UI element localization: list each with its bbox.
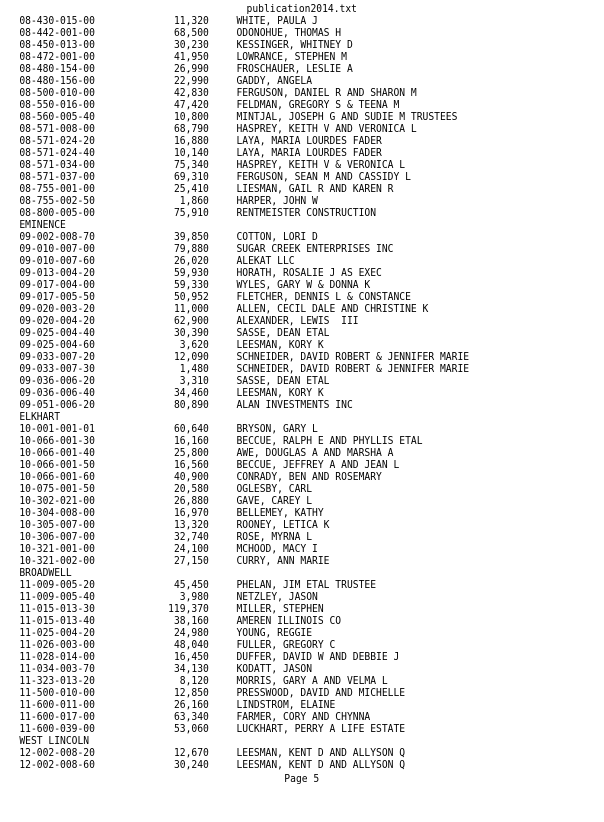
assessed-amount: 38,160	[173, 615, 209, 627]
parcel-number: 11-015-013-40	[19, 615, 95, 627]
parcel-number: 08-755-002-50	[19, 195, 95, 207]
parcel-number: 08-571-024-40	[19, 147, 95, 159]
assessed-amount: 60,640	[173, 423, 209, 435]
owner-name: GADDY, ANGELA	[236, 75, 313, 87]
assessed-amount: 16,880	[173, 135, 209, 147]
parcel-row	[19, 75, 313, 87]
owner-name: FERGUSON, SEAN M AND CASSIDY L	[236, 171, 411, 183]
assessed-amount: 32,740	[173, 531, 209, 543]
parcel-row	[19, 339, 324, 351]
assessed-amount: 10,800	[173, 111, 209, 123]
parcel-number: 11-015-013-30	[19, 603, 95, 615]
assessed-amount: 50,952	[173, 291, 209, 303]
page-number: Page 5	[284, 773, 320, 785]
parcel-number: 09-033-007-20	[19, 351, 95, 363]
owner-name: FLETCHER, DENNIS L & CONSTANCE	[236, 291, 411, 303]
assessed-amount: 30,240	[173, 759, 209, 771]
assessed-amount: 39,850	[173, 231, 209, 243]
parcel-row	[19, 543, 318, 555]
owner-name: FROSCHAUER, LESLIE A	[236, 63, 353, 75]
parcel-number: 10-075-001-50	[19, 483, 95, 495]
parcel-number: 11-323-013-20	[19, 675, 95, 687]
owner-name: ROONEY, LETICA K	[236, 519, 330, 531]
parcel-number: 11-500-010-00	[19, 687, 95, 699]
parcel-number: 08-560-005-40	[19, 111, 95, 123]
owner-name: DUFFER, DAVID W AND DEBBIE J	[236, 651, 400, 663]
parcel-row	[19, 207, 377, 219]
parcel-number: 08-480-154-00	[19, 63, 95, 75]
parcel-row	[19, 591, 318, 603]
parcel-number: 10-001-001-01	[19, 423, 95, 435]
parcel-number: 08-500-010-00	[19, 87, 95, 99]
parcel-row	[19, 687, 406, 699]
parcel-row	[19, 663, 313, 675]
assessed-amount: 22,990	[173, 75, 209, 87]
parcel-number: 08-442-001-00	[19, 27, 95, 39]
parcel-row	[19, 243, 394, 255]
parcel-row	[19, 435, 423, 447]
parcel-row	[19, 531, 313, 543]
section-heading: WEST LINCOLN	[19, 735, 90, 747]
parcel-row	[19, 15, 318, 27]
parcel-number: 08-800-005-00	[19, 207, 95, 219]
parcel-row	[19, 651, 400, 663]
assessed-amount: 1,860	[179, 195, 209, 207]
owner-name: HASPREY, KEITH V & VERONICA L	[236, 159, 406, 171]
owner-name: WHITE, PAULA J	[236, 15, 318, 27]
parcel-number: 12-002-008-60	[19, 759, 95, 771]
owner-name: LEESMAN, KENT D AND ALLYSON Q	[236, 747, 406, 759]
assessed-amount: 26,160	[173, 699, 209, 711]
parcel-number: 10-305-007-00	[19, 519, 95, 531]
parcel-number: 11-600-039-00	[19, 723, 95, 735]
parcel-number: 08-450-013-00	[19, 39, 95, 51]
owner-name: NETZLEY, JASON	[236, 591, 318, 603]
parcel-number: 09-017-005-50	[19, 291, 95, 303]
parcel-number: 11-026-003-00	[19, 639, 95, 651]
parcel-number: 11-028-014-00	[19, 651, 95, 663]
parcel-row	[19, 747, 406, 759]
owner-name: BECCUE, RALPH E AND PHYLLIS ETAL	[236, 435, 423, 447]
parcel-row	[19, 291, 411, 303]
assessed-amount: 34,130	[173, 663, 209, 675]
owner-name: SCHNEIDER, DAVID ROBERT & JENNIFER MARIE	[236, 351, 470, 363]
owner-name: BRYSON, GARY L	[236, 423, 318, 435]
parcel-number: 09-020-003-20	[19, 303, 95, 315]
parcel-number: 11-600-017-00	[19, 711, 95, 723]
owner-name: FARMER, CORY AND CHYNNA	[236, 711, 371, 723]
parcel-number: 11-009-005-20	[19, 579, 95, 591]
owner-name: COTTON, LORI D	[236, 231, 318, 243]
parcel-row	[19, 303, 429, 315]
assessed-amount: 20,580	[173, 483, 209, 495]
owner-name: LAYA, MARIA LOURDES FADER	[236, 147, 382, 159]
parcel-number: 08-480-156-00	[19, 75, 95, 87]
parcel-number: 09-013-004-20	[19, 267, 95, 279]
parcel-row	[19, 615, 342, 627]
assessed-amount: 63,340	[173, 711, 209, 723]
assessed-amount: 3,310	[179, 375, 209, 387]
parcel-row	[19, 675, 388, 687]
owner-name: SASSE, DEAN ETAL	[236, 327, 330, 339]
owner-name: LINDSTROM, ELAINE	[236, 699, 336, 711]
parcel-row	[19, 459, 400, 471]
parcel-row	[19, 195, 318, 207]
parcel-number: 10-066-001-30	[19, 435, 95, 447]
owner-name: LEESMAN, KORY K	[236, 387, 324, 399]
owner-name: LEESMAN, KENT D AND ALLYSON Q	[236, 759, 406, 771]
parcel-row	[19, 699, 336, 711]
parcel-number: 10-066-001-40	[19, 447, 95, 459]
parcel-row	[19, 183, 394, 195]
owner-name: LUCKHART, PERRY A LIFE ESTATE	[236, 723, 406, 735]
assessed-amount: 1,480	[179, 363, 209, 375]
parcel-number: 08-571-034-00	[19, 159, 95, 171]
parcel-number: 08-571-008-00	[19, 123, 95, 135]
owner-name: FERGUSON, DANIEL R AND SHARON M	[236, 87, 417, 99]
parcel-row	[19, 555, 330, 567]
parcel-row	[19, 471, 382, 483]
assessed-amount: 11,320	[173, 15, 209, 27]
parcel-row	[19, 63, 353, 75]
parcel-number: 10-321-001-00	[19, 543, 95, 555]
assessed-amount: 62,900	[173, 315, 209, 327]
parcel-number: 09-010-007-00	[19, 243, 95, 255]
parcel-number: 10-066-001-50	[19, 459, 95, 471]
parcel-number: 09-036-006-40	[19, 387, 95, 399]
assessed-amount: 47,420	[173, 99, 209, 111]
parcel-row	[19, 507, 324, 519]
assessed-amount: 68,790	[173, 123, 209, 135]
assessed-amount: 16,560	[173, 459, 209, 471]
owner-name: PRESSWOOD, DAVID AND MICHELLE	[236, 687, 406, 699]
owner-name: MILLER, STEPHEN	[236, 603, 324, 615]
assessed-amount: 69,310	[173, 171, 209, 183]
parcel-number: 09-036-006-20	[19, 375, 95, 387]
parcel-number: 08-430-015-00	[19, 15, 95, 27]
parcel-row	[19, 267, 382, 279]
parcel-number: 09-025-004-60	[19, 339, 95, 351]
parcel-row	[19, 603, 324, 615]
assessed-amount: 3,980	[179, 591, 209, 603]
assessed-amount: 59,930	[173, 267, 209, 279]
owner-name: SUGAR CREEK ENTERPRISES INC	[236, 243, 394, 255]
owner-name: ALEKAT LLC	[236, 255, 295, 267]
parcel-number: 08-571-037-00	[19, 171, 95, 183]
owner-name: FELDMAN, GREGORY S & TEENA M	[236, 99, 400, 111]
owner-name: BELLEMEY, KATHY	[236, 507, 324, 519]
assessed-amount: 24,100	[173, 543, 209, 555]
assessed-amount: 48,040	[173, 639, 209, 651]
owner-name: ALEXANDER, LEWIS III	[236, 315, 359, 327]
parcel-row	[19, 399, 353, 411]
owner-name: MINTJAL, JOSEPH G AND SUDIE M TRUSTEES	[236, 111, 458, 123]
parcel-row	[19, 39, 353, 51]
assessed-amount: 16,160	[173, 435, 209, 447]
owner-name: LAYA, MARIA LOURDES FADER	[236, 135, 382, 147]
owner-name: RENTMEISTER CONSTRUCTION	[236, 207, 377, 219]
owner-name: GAVE, CAREY L	[236, 495, 313, 507]
assessed-amount: 12,850	[173, 687, 209, 699]
section-heading: ELKHART	[19, 411, 61, 423]
parcel-row	[19, 171, 411, 183]
assessed-amount: 59,330	[173, 279, 209, 291]
owner-name: FULLER, GREGORY C	[236, 639, 336, 651]
owner-name: ALAN INVESTMENTS INC	[236, 399, 353, 411]
owner-name: AMEREN ILLINOIS CO	[236, 615, 342, 627]
parcel-row	[19, 123, 417, 135]
owner-name: MORRIS, GARY A AND VELMA L	[236, 675, 388, 687]
parcel-row	[19, 639, 336, 651]
parcel-row	[19, 327, 330, 339]
assessed-amount: 41,950	[173, 51, 209, 63]
assessed-amount: 30,390	[173, 327, 209, 339]
parcel-number: 10-304-008-00	[19, 507, 95, 519]
parcel-number: 09-017-004-00	[19, 279, 95, 291]
assessed-amount: 26,020	[173, 255, 209, 267]
assessed-amount: 16,970	[173, 507, 209, 519]
owner-name: HASPREY, KEITH V AND VERONICA L	[236, 123, 417, 135]
parcel-number: 09-051-006-20	[19, 399, 95, 411]
parcel-number: 09-010-007-60	[19, 255, 95, 267]
owner-name: WYLES, GARY W & DONNA K	[236, 279, 371, 291]
assessed-amount: 25,410	[173, 183, 209, 195]
assessed-amount: 80,890	[173, 399, 209, 411]
owner-name: ODONOHUE, THOMAS H	[236, 27, 342, 39]
owner-name: AWE, DOUGLAS A AND MARSHA A	[236, 447, 394, 459]
parcel-number: 08-571-024-20	[19, 135, 95, 147]
owner-name: ALLEN, CECIL DALE AND CHRISTINE K	[236, 303, 429, 315]
assessed-amount: 25,800	[173, 447, 209, 459]
assessed-amount: 75,340	[173, 159, 209, 171]
owner-name: PHELAN, JIM ETAL TRUSTEE	[236, 579, 377, 591]
owner-name: CURRY, ANN MARIE	[236, 555, 330, 567]
parcel-number: 08-550-016-00	[19, 99, 95, 111]
parcel-row	[19, 423, 318, 435]
assessed-amount: 16,450	[173, 651, 209, 663]
parcel-row	[19, 387, 324, 399]
parcel-row	[19, 519, 330, 531]
parcel-row	[19, 375, 330, 387]
owner-name: BECCUE, JEFFREY A AND JEAN L	[236, 459, 400, 471]
parcel-row	[19, 759, 406, 771]
parcel-number: 09-025-004-40	[19, 327, 95, 339]
assessed-amount: 27,150	[173, 555, 209, 567]
parcel-number: 10-066-001-60	[19, 471, 95, 483]
parcel-number: 11-600-011-00	[19, 699, 95, 711]
assessed-amount: 68,500	[173, 27, 209, 39]
parcel-number: 10-302-021-00	[19, 495, 95, 507]
assessed-amount: 119,370	[168, 603, 209, 615]
assessed-amount: 45,450	[173, 579, 209, 591]
assessed-amount: 79,880	[173, 243, 209, 255]
assessed-amount: 8,120	[179, 675, 209, 687]
owner-name: YOUNG, REGGIE	[236, 627, 313, 639]
assessed-amount: 26,880	[173, 495, 209, 507]
parcel-number: 08-755-001-00	[19, 183, 95, 195]
assessed-amount: 24,980	[173, 627, 209, 639]
parcel-row	[19, 99, 400, 111]
parcel-row	[19, 51, 347, 63]
owner-name: OGLESBY, CARL	[236, 483, 313, 495]
parcel-row	[19, 87, 417, 99]
parcel-row	[19, 255, 295, 267]
assessed-amount: 42,830	[173, 87, 209, 99]
owner-name: LOWRANCE, STEPHEN M	[236, 51, 347, 63]
parcel-number: 10-321-002-00	[19, 555, 95, 567]
owner-name: ROSE, MYRNA L	[236, 531, 313, 543]
parcel-number: 11-034-003-70	[19, 663, 95, 675]
parcel-listing	[19, 15, 470, 771]
owner-name: SCHNEIDER, DAVID ROBERT & JENNIFER MARIE	[236, 363, 470, 375]
parcel-row	[19, 711, 371, 723]
parcel-number: 08-472-001-00	[19, 51, 95, 63]
assessed-amount: 30,230	[173, 39, 209, 51]
parcel-number: 09-033-007-30	[19, 363, 95, 375]
parcel-row	[19, 111, 458, 123]
owner-name: HARPER, JOHN W	[236, 195, 318, 207]
assessed-amount: 10,140	[173, 147, 209, 159]
parcel-number: 09-020-004-20	[19, 315, 95, 327]
document-title: publication2014.txt	[246, 3, 358, 15]
assessed-amount: 12,090	[173, 351, 209, 363]
assessed-amount: 26,990	[173, 63, 209, 75]
parcel-row	[19, 495, 313, 507]
parcel-row	[19, 135, 382, 147]
assessed-amount: 3,620	[179, 339, 209, 351]
owner-name: SASSE, DEAN ETAL	[236, 375, 330, 387]
owner-name: MCHOOD, MACY I	[236, 543, 318, 555]
parcel-row	[19, 723, 406, 735]
assessed-amount: 13,320	[173, 519, 209, 531]
assessed-amount: 40,900	[173, 471, 209, 483]
parcel-number: 10-306-007-00	[19, 531, 95, 543]
section-heading: BROADWELL	[19, 567, 72, 579]
assessed-amount: 12,670	[173, 747, 209, 759]
parcel-number: 09-002-008-70	[19, 231, 95, 243]
owner-name: LEESMAN, KORY K	[236, 339, 324, 351]
owner-name: KODATT, JASON	[236, 663, 313, 675]
parcel-row	[19, 447, 394, 459]
assessed-amount: 53,060	[173, 723, 209, 735]
parcel-row	[19, 231, 318, 243]
parcel-row	[19, 363, 470, 375]
parcel-number: 11-009-005-40	[19, 591, 95, 603]
parcel-row	[19, 579, 377, 591]
owner-name: LIESMAN, GAIL R AND KAREN R	[236, 183, 394, 195]
assessed-amount: 34,460	[173, 387, 209, 399]
parcel-row	[19, 159, 406, 171]
owner-name: HORATH, ROSALIE J AS EXEC	[236, 267, 382, 279]
section-heading: EMINENCE	[19, 219, 66, 231]
parcel-row	[19, 147, 382, 159]
parcel-row	[19, 483, 313, 495]
parcel-number: 12-002-008-20	[19, 747, 95, 759]
parcel-row	[19, 351, 470, 363]
parcel-row	[19, 315, 359, 327]
owner-name: KESSINGER, WHITNEY D	[236, 39, 353, 51]
parcel-number: 11-025-004-20	[19, 627, 95, 639]
assessed-amount: 75,910	[173, 207, 209, 219]
parcel-row	[19, 627, 313, 639]
parcel-row	[19, 279, 371, 291]
parcel-row	[19, 27, 342, 39]
owner-name: CONRADY, BEN AND ROSEMARY	[236, 471, 382, 483]
assessed-amount: 11,000	[173, 303, 209, 315]
